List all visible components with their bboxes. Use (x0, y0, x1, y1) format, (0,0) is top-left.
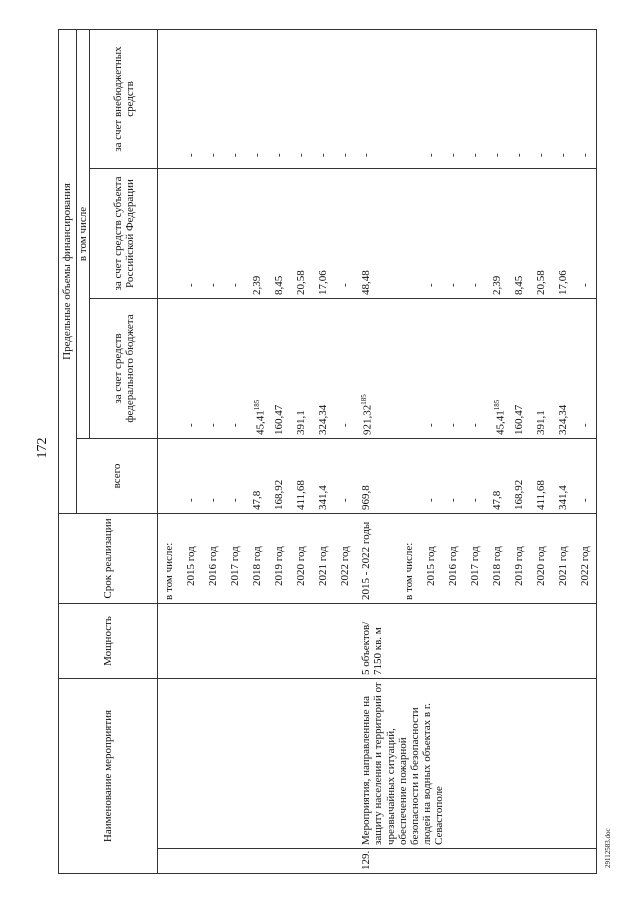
extra-value: - (229, 153, 242, 157)
subject-value: 17,06 (557, 270, 570, 295)
term-label: в том числе: (403, 542, 416, 600)
federal-value: 921,32 (361, 404, 374, 435)
federal-value: 45,41 (494, 410, 507, 435)
federal-value: - (469, 423, 482, 427)
extra-value: - (535, 153, 548, 157)
extra-value: - (579, 153, 592, 157)
term-2016: 2016 год (207, 546, 220, 586)
extra-value: - (491, 153, 504, 157)
term-2022: 2022 год (339, 546, 352, 586)
term-2018: 2018 год (491, 546, 504, 586)
table-row-129 (356, 29, 597, 873)
subject-value: 17,06 (317, 270, 330, 295)
subject-value: 8,45 (513, 275, 526, 295)
total-value: - (579, 498, 592, 502)
subject-value: - (339, 283, 352, 287)
event-capacity: 5 объектов/ 7150 кв. м (356, 604, 597, 679)
term-2021: 2021 год (317, 546, 330, 586)
footnote-ref: 185 (360, 394, 369, 405)
total-value: 969,8 (360, 485, 373, 510)
federal-value: 391,1 (535, 410, 548, 435)
federal-value: - (447, 423, 460, 427)
term-2020: 2020 год (295, 546, 308, 586)
extra-value: - (185, 153, 198, 157)
event-name: Мероприятия, направленные на защиту населения и территорий от чрезвычайных ситуаций, обеспечение пожарной безопасности и безопасности людей на водных объектах в г. Севастополе (356, 679, 597, 849)
term-2016: 2016 год (447, 546, 460, 586)
extra-value: - (273, 153, 286, 157)
header-extra: за счет внебюджетных средств (90, 29, 158, 168)
financing-table (58, 29, 597, 874)
extra-129 (356, 29, 597, 168)
federal-value: 160,47 (273, 404, 286, 435)
term-2019: 2019 год (273, 546, 286, 586)
federal-value: 391,1 (295, 410, 308, 435)
term-2017: 2017 год (469, 546, 482, 586)
term-2015: 2015 год (425, 546, 438, 586)
subject-value: 2,39 (251, 275, 264, 295)
extra-value: - (317, 153, 330, 157)
federal-value: 324,34 (557, 404, 570, 435)
extra-value: - (513, 153, 526, 157)
terms-top (158, 514, 357, 604)
total-value: 341,4 (317, 485, 330, 510)
federal-value: - (339, 423, 352, 427)
total-value: 411,68 (535, 480, 548, 510)
header-term: Срок реализации (59, 514, 158, 604)
subject-value: 8,45 (273, 275, 286, 295)
total-value: 411,68 (295, 480, 308, 510)
total-value: 168,92 (513, 479, 526, 510)
footnote-ref: 185 (493, 399, 502, 411)
header-name: Наименование мероприятия (59, 679, 158, 874)
federal-value: 45,41 (254, 410, 267, 435)
extra-top (158, 29, 357, 168)
federal-value: - (425, 423, 438, 427)
totals-129 (356, 439, 597, 514)
subject-value: - (579, 283, 592, 287)
term-2021: 2021 год (557, 546, 570, 586)
total-value: 47,8 (491, 490, 504, 510)
total-value: - (207, 498, 220, 502)
federal-value: - (185, 423, 198, 427)
header-subject: за счет средств субъекта Российской Федерации (90, 169, 158, 299)
terms-129 (356, 514, 597, 604)
document-stamp: 29112583.doc (604, 828, 612, 868)
term-2019: 2019 год (513, 546, 526, 586)
subject-value: 48,48 (360, 270, 373, 295)
header-total: всего (77, 439, 158, 514)
total-value: - (469, 498, 482, 502)
totals-top (158, 439, 357, 514)
table-row-top (158, 29, 357, 873)
subject-top (158, 169, 357, 299)
header-including: в том числе (77, 29, 90, 438)
federal-value: 160,47 (513, 404, 526, 435)
extra-value: - (251, 153, 264, 157)
extra-value: - (447, 153, 460, 157)
subject-value: - (229, 283, 242, 287)
federal-value: - (579, 423, 592, 427)
total-value: 47,8 (251, 490, 264, 510)
subject-value: 2,39 (491, 275, 504, 295)
subject-value: - (207, 283, 220, 287)
term-2022: 2022 год (579, 546, 592, 586)
total-value: - (229, 498, 242, 502)
event-term: 2015 - 2022 годы (360, 521, 373, 600)
rotated-table-container (58, 30, 592, 874)
total-value: - (447, 498, 460, 502)
term-2015: 2015 год (185, 546, 198, 586)
subject-value: - (469, 283, 482, 287)
row-number: 129. (356, 849, 597, 874)
total-value: - (425, 498, 438, 502)
extra-value: - (557, 153, 570, 157)
subject-value: - (425, 283, 438, 287)
header-capacity: Мощность (59, 604, 158, 679)
subject-value: 20,58 (295, 270, 308, 295)
subject-value: 20,58 (535, 270, 548, 295)
federal-value: - (207, 423, 220, 427)
header-federal: за счет средств федерального бюджета (90, 299, 158, 439)
page-number: 172 (35, 437, 50, 459)
total-value: 168,92 (273, 479, 286, 510)
federal-value: 324,34 (317, 404, 330, 435)
extra-value: - (469, 153, 482, 157)
federal-value: - (229, 423, 242, 427)
term-2017: 2017 год (229, 546, 242, 586)
federal-129 (356, 299, 597, 439)
footnote-ref: 185 (253, 399, 262, 411)
total-value: - (339, 498, 352, 502)
term-2018: 2018 год (251, 546, 264, 586)
extra-value: - (295, 153, 308, 157)
extra-value: - (207, 153, 220, 157)
extra-value: - (425, 153, 438, 157)
term-label: в том числе: (163, 542, 176, 600)
total-value: 341,4 (557, 485, 570, 510)
extra-value: - (360, 153, 373, 157)
subject-value: - (185, 283, 198, 287)
total-value: - (185, 498, 198, 502)
federal-top (158, 299, 357, 439)
header-limits: Предельные объемы финансирования (59, 29, 77, 513)
extra-value: - (339, 153, 352, 157)
subject-value: - (447, 283, 460, 287)
subject-129 (356, 169, 597, 299)
term-2020: 2020 год (535, 546, 548, 586)
